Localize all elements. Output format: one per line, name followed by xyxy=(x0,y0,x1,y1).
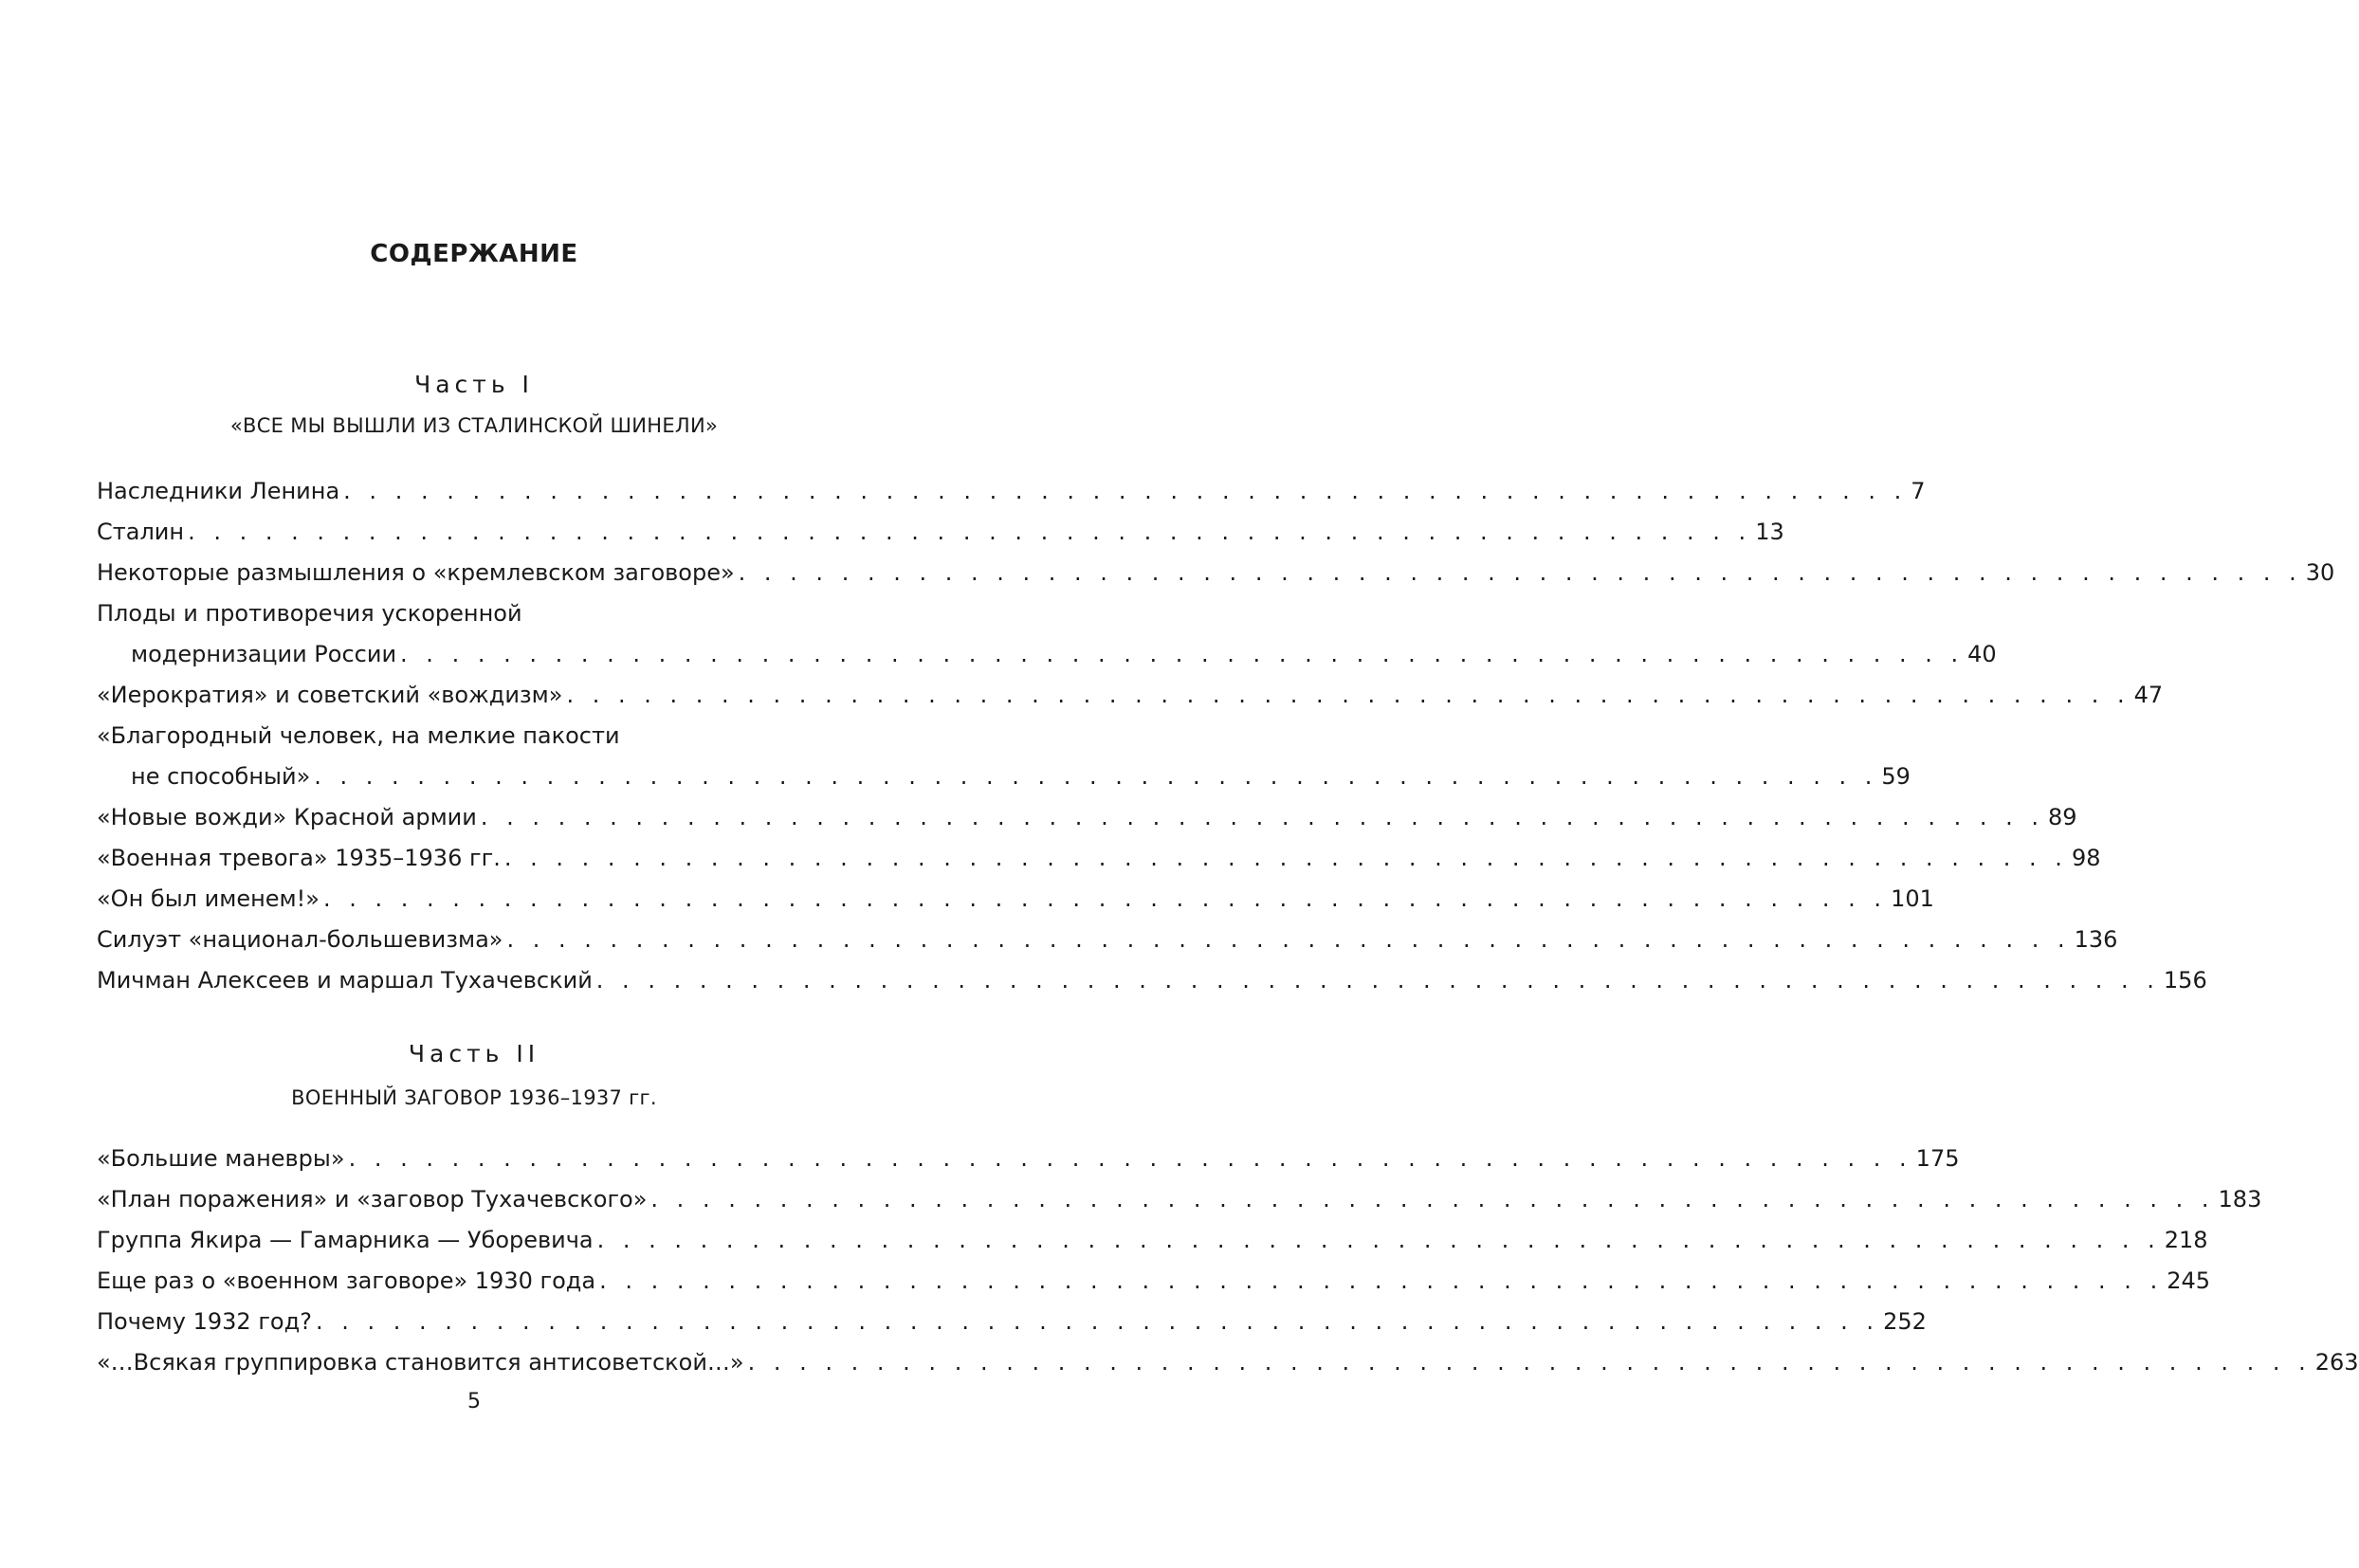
toc-entry-page: 245 xyxy=(2167,1267,2211,1294)
leader-dots: . . . . . . . . . . . . . . . . . . . . . . . . . . . . . . . . . . . . . . . . . . . . . . . . . . . . . . . . . . . . . xyxy=(400,641,1965,667)
toc-entry-page: 13 xyxy=(1755,519,1784,545)
toc-entry-title: Некоторые размышления о «кремлевском заговоре» xyxy=(97,559,735,586)
toc-entry-title-line1: Плоды и противоречия ускоренной xyxy=(97,600,522,627)
toc-entry[interactable] xyxy=(97,682,2164,720)
part-2-subtitle: ВОЕННЫЙ ЗАГОВОР 1936–1937 гг. xyxy=(291,1086,657,1109)
toc-entry-page: 89 xyxy=(2047,804,2077,830)
toc-entry-title: «…Всякая группировка становится антисоветской…» xyxy=(97,1349,744,1376)
leader-dots: . . . . . . . . . . . . . . . . . . . . . . . . . . . . . . . . . . . . . . . . . . . . . . . . . . . . . . . . . . . . . xyxy=(188,519,1752,545)
leader-dots: . . . . . . . . . . . . . . . . . . . . . . . . . . . . . . . . . . . . . . . . . . . . . . . . . . . . . . . . . . . . . xyxy=(480,804,2044,830)
toc-entry-title: Наследники Ленина xyxy=(97,478,340,504)
toc-entry[interactable] xyxy=(97,885,1934,923)
leader-dots: . . . . . . . . . . . . . . . . . . . . . . . . . . . . . . . . . . . . . . . . . . . . . . . . . . . . . . . . . . . . . xyxy=(595,967,2160,994)
leader-dots: . . . . . . . . . . . . . . . . . . . . . . . . . . . . . . . . . . . . . . . . . . . . . . . . . . . . . . . . . . . . . xyxy=(599,1267,2164,1294)
toc-entry-title: Мичман Алексеев и маршал Тухачевский xyxy=(97,967,593,994)
toc-entry-title: модернизации России xyxy=(131,641,397,667)
toc-entry-page: 263 xyxy=(2314,1349,2359,1376)
toc-entry-page: 7 xyxy=(1911,478,1926,504)
leader-dots: . . . . . . . . . . . . . . . . . . . . . . . . . . . . . . . . . . . . . . . . . . . . . . . . . . . . . . . . . . . . . xyxy=(738,559,2302,586)
leader-dots: . . . . . . . . . . . . . . . . . . . . . . . . . . . . . . . . . . . . . . . . . . . . . . . . . . . . . . . . . . . . . xyxy=(566,682,2130,708)
toc-entry-page: 40 xyxy=(1967,641,1997,667)
toc-entry-title: Сталин xyxy=(97,519,185,545)
page-number: 5 xyxy=(467,1390,481,1413)
toc-entry-page: 156 xyxy=(2163,967,2207,994)
toc-entry[interactable] xyxy=(97,967,2207,1005)
toc-entry-title: Почему 1932 год? xyxy=(97,1308,312,1335)
toc-entry-title: Силуэт «национал-большевизма» xyxy=(97,926,503,953)
toc-entry[interactable] xyxy=(97,478,1926,516)
toc-entry[interactable] xyxy=(97,1186,2262,1224)
toc-entry-page: 136 xyxy=(2074,926,2118,953)
page-title: СОДЕРЖАНИЕ xyxy=(370,240,578,268)
toc-entry-page: 183 xyxy=(2218,1186,2262,1212)
part-2-label: Часть II xyxy=(408,1040,540,1067)
toc-entry[interactable] xyxy=(97,519,1784,556)
toc-entry[interactable] xyxy=(97,559,2335,597)
leader-dots: . . . . . . . . . . . . . . . . . . . . . . . . . . . . . . . . . . . . . . . . . . . . . . . . . . . . . . . . . . . . . xyxy=(503,845,2068,871)
toc-entry-title: «Большие маневры» xyxy=(97,1145,345,1172)
leader-dots: . . . . . . . . . . . . . . . . . . . . . . . . . . . . . . . . . . . . . . . . . . . . . . . . . . . . . . . . . . . . . xyxy=(348,1145,1912,1172)
toc-entry-page: 59 xyxy=(1881,763,1911,790)
leader-dots: . . . . . . . . . . . . . . . . . . . . . . . . . . . . . . . . . . . . . . . . . . . . . . . . . . . . . . . . . . . . . xyxy=(506,926,2071,953)
leader-dots: . . . . . . . . . . . . . . . . . . . . . . . . . . . . . . . . . . . . . . . . . . . . . . . . . . . . . . . . . . . . . xyxy=(343,478,1908,504)
toc-entry-page: 30 xyxy=(2305,559,2335,586)
toc-entry-title: «План поражения» и «заговор Тухачевского» xyxy=(97,1186,648,1212)
toc-entry-page: 175 xyxy=(1915,1145,1960,1172)
part-1-label: Часть I xyxy=(414,371,534,398)
toc-entry-title: Группа Якира — Гамарника — Уборевича xyxy=(97,1227,594,1253)
toc-entry[interactable] xyxy=(131,641,1997,679)
toc-entry[interactable] xyxy=(97,845,2101,883)
toc-entry-page: 98 xyxy=(2071,845,2101,871)
toc-entry-page: 47 xyxy=(2133,682,2164,708)
toc-entry[interactable] xyxy=(97,1349,2359,1387)
toc-entry[interactable] xyxy=(131,763,1911,801)
leader-dots: . . . . . . . . . . . . . . . . . . . . . . . . . . . . . . . . . . . . . . . . . . . . . . . . . . . . . . . . . . . . . xyxy=(322,885,1888,912)
toc-entry-title: «Новые вожди» Красной армии xyxy=(97,804,477,830)
toc-entry[interactable] xyxy=(97,1308,1927,1346)
part-1-subtitle: «ВСЕ МЫ ВЫШЛИ ИЗ СТАЛИНСКОЙ ШИНЕЛИ» xyxy=(229,414,719,437)
toc-entry-title: не способный» xyxy=(131,763,311,790)
toc-entry-title: «Военная тревога» 1935–1936 гг. xyxy=(97,845,501,871)
toc-entry[interactable] xyxy=(97,1267,2211,1305)
leader-dots: . . . . . . . . . . . . . . . . . . . . . . . . . . . . . . . . . . . . . . . . . . . . . . . . . . . . . . . . . . . . . xyxy=(315,1308,1880,1335)
toc-entry-page: 252 xyxy=(1883,1308,1927,1335)
toc-entry-title: «Он был именем!» xyxy=(97,885,320,912)
toc-entry-title: Еще раз о «военном заговоре» 1930 года xyxy=(97,1267,596,1294)
leader-dots: . . . . . . . . . . . . . . . . . . . . . . . . . . . . . . . . . . . . . . . . . . . . . . . . . . . . . . . . . . . . . xyxy=(596,1227,2161,1253)
leader-dots: . . . . . . . . . . . . . . . . . . . . . . . . . . . . . . . . . . . . . . . . . . . . . . . . . . . . . . . . . . . . . xyxy=(314,763,1878,790)
toc-entry-page: 101 xyxy=(1891,885,1934,912)
toc-entry[interactable] xyxy=(97,804,2077,842)
toc-entry-title: «Иерократия» и советский «вождизм» xyxy=(97,682,563,708)
toc-entry-title-line1: «Благородный человек, на мелкие пакости xyxy=(97,722,620,749)
leader-dots: . . . . . . . . . . . . . . . . . . . . . . . . . . . . . . . . . . . . . . . . . . . . . . . . . . . . . . . . . . . . . xyxy=(650,1186,2215,1212)
toc-entry-page: 218 xyxy=(2164,1227,2208,1253)
leader-dots: . . . . . . . . . . . . . . . . . . . . . . . . . . . . . . . . . . . . . . . . . . . . . . . . . . . . . . . . . . . . . xyxy=(747,1349,2312,1376)
toc-entry[interactable] xyxy=(97,1145,1960,1183)
toc-entry[interactable] xyxy=(97,1227,2208,1265)
toc-entry[interactable] xyxy=(97,926,2118,964)
